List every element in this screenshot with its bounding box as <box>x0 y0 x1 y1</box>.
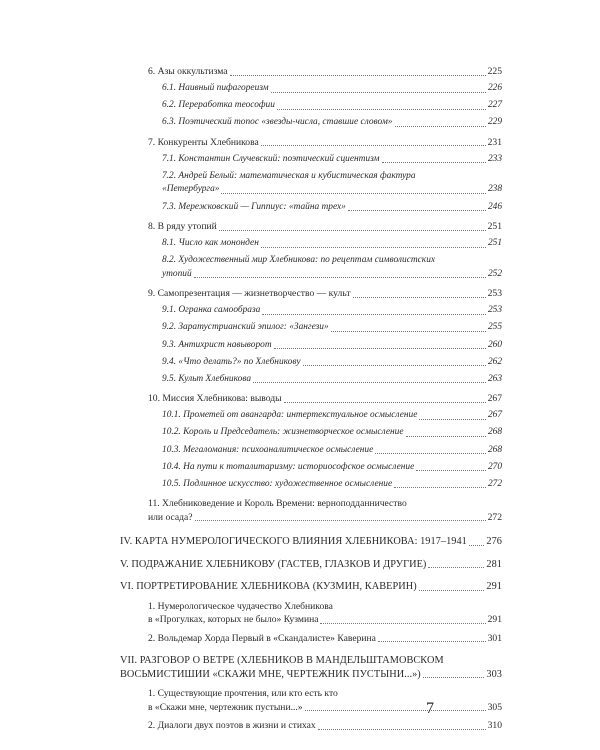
toc-entry-title: 6. Азы оккультизма <box>148 66 228 77</box>
toc-entry-title-line: 7.2. Андрей Белый: математическая и кубистическая фактура <box>162 170 416 181</box>
toc-entry-page: 310 <box>487 720 502 732</box>
toc-entry-title-line: 1. Существующие прочтения, или кто есть кто <box>148 688 338 700</box>
toc-entry-page: 272 <box>487 478 502 489</box>
toc-entry-page: 305 <box>487 701 502 713</box>
toc-entry <box>120 478 502 492</box>
toc-entry-page: 262 <box>487 356 502 367</box>
toc-entry-page: 301 <box>487 632 502 644</box>
dot-leader <box>221 193 485 194</box>
toc-entry-page: 267 <box>487 410 502 421</box>
toc-entry-title: 6.3. Поэтический топос «звезды-числа, ставшие словом» <box>162 117 393 128</box>
toc-entry-title: в «Прогулках, которых не было» Кузмина <box>148 614 319 626</box>
toc-entry <box>120 632 502 646</box>
toc-entry-page: 253 <box>487 288 502 300</box>
dot-leader <box>395 126 486 127</box>
dot-leader <box>230 75 486 76</box>
toc-entry <box>120 136 502 150</box>
toc-entry-page: 238 <box>487 184 502 195</box>
toc-entry-page: 255 <box>487 322 502 333</box>
dot-leader <box>274 348 486 349</box>
toc-entry-title: VI. ПОРТРЕТИРОВАНИЕ ХЛЕБНИКОВА (КУЗМИН, КАВЕРИН) <box>120 581 417 593</box>
toc-entry-page: 227 <box>487 100 502 111</box>
toc-entry-page: 276 <box>486 536 502 548</box>
toc-entry-page: 225 <box>487 66 502 77</box>
toc-entry-title: 10.3. Мегаломания: психоаналитическое осмысление <box>162 444 374 455</box>
toc-entry <box>120 254 502 281</box>
toc-entry <box>120 558 502 572</box>
toc-entry-title: 10.1. Прометей от авангарда: интертекстуальное осмысление <box>162 410 418 421</box>
toc-entry-title: V. ПОДРАЖАНИЕ ХЛЕБНИКОВУ (ГАСТЕВ, ГЛАЗКОВ И ДРУГИЕ) <box>120 558 427 570</box>
toc-entry <box>120 373 502 387</box>
toc-entry-title: IV. КАРТА НУМЕРОЛОГИЧЕСКОГО ВЛИЯНИЯ ХЛЕБНИКОВА: 1917–1941 <box>120 536 467 548</box>
toc-entry <box>120 444 502 458</box>
dot-leader <box>348 210 486 211</box>
dot-leader <box>419 419 486 420</box>
dot-leader <box>261 145 486 146</box>
toc-entry-page: 263 <box>487 373 502 384</box>
toc-entry-title: 9. Самопрезентация — жизнетворчество — культ <box>148 288 351 300</box>
toc-entry-title: «Петербурга» <box>162 184 220 195</box>
dot-leader <box>318 729 486 730</box>
dot-leader <box>320 623 485 624</box>
toc-entry-page: 267 <box>487 393 502 405</box>
toc-entry <box>120 461 502 475</box>
toc-entry-page: 246 <box>487 201 502 212</box>
toc-entry <box>120 65 502 79</box>
toc-entry <box>120 116 502 130</box>
toc-entry-page: 268 <box>487 444 502 455</box>
toc-entry-page: 303 <box>486 668 502 680</box>
toc-entry-page: 229 <box>487 117 502 128</box>
toc-entry-title-line: 1. Нумерологическое чудачество Хлебникова <box>148 600 333 612</box>
toc-entry-page: 260 <box>487 339 502 350</box>
toc-entry-title-line: VII. РАЗГОВОР О ВЕТРЕ (ХЛЕБНИКОВ В МАНДЕЛЬШТАМОВСКОМ <box>120 655 444 667</box>
toc-entry <box>120 220 502 234</box>
toc-entry-title-line: 8.2. Художественный мир Хлебникова: по рецептам символистских <box>162 255 436 266</box>
toc-entry <box>120 304 502 318</box>
toc-entry-title: 2. Вольдемар Хорда Первый в «Скандалисте» Каверина <box>148 632 376 644</box>
dot-leader <box>277 109 486 110</box>
toc-entry <box>120 237 502 251</box>
toc-entry <box>120 687 502 714</box>
toc-entry-title: 7. Конкуренты Хлебникова <box>148 136 259 148</box>
toc-entry-page: 268 <box>487 427 502 438</box>
toc-entry-page: 251 <box>487 238 502 249</box>
toc-entry-title: 8.1. Число как мононден <box>162 238 259 249</box>
toc-entry-title: 7.1. Константин Случевский: поэтический сциентизм <box>162 153 380 164</box>
toc-entry <box>120 201 502 215</box>
dot-leader <box>406 436 486 437</box>
toc-entry-title: 10.4. На пути к тоталитаризму: историософское осмысление <box>162 461 415 472</box>
toc-entry-title: в «Скажи мне, чертежник пустыни...» <box>148 701 303 713</box>
dot-leader <box>419 590 485 591</box>
toc-entry-page: 291 <box>487 614 502 626</box>
toc-entry <box>120 497 502 524</box>
toc-entry <box>120 321 502 335</box>
toc-entry <box>120 580 502 594</box>
toc-entry <box>120 409 502 423</box>
dot-leader <box>375 453 486 454</box>
dot-leader <box>331 331 486 332</box>
toc-entry-title: 10.5. Подлинное искусство: художественное осмысление <box>162 478 393 489</box>
dot-leader <box>253 382 486 383</box>
toc-entry <box>120 356 502 370</box>
toc-entry-title: 9.2. Заратустрианский эпилог: «Зангези» <box>162 322 329 333</box>
dot-leader <box>284 402 486 403</box>
toc-entry <box>120 654 502 681</box>
toc-entry-title-line: 11. Хлебниковедение и Король Времени: верноподданничество <box>148 498 407 510</box>
toc-entry-title: ВОСЬМИСТИШИИ «СКАЖИ МНЕ, ЧЕРТЕЖНИК ПУСТЫНИ...») <box>120 668 421 680</box>
toc-entry <box>120 82 502 96</box>
toc-entry <box>120 287 502 301</box>
toc-entry-page: 281 <box>486 558 502 570</box>
dot-leader <box>416 470 486 471</box>
dot-leader <box>353 297 486 298</box>
toc-entry <box>120 392 502 406</box>
dot-leader <box>195 520 486 521</box>
toc-entry-page: 272 <box>487 511 502 523</box>
toc-entry-title: 2. Диалоги двух поэтов в жизни и стихах <box>148 720 316 732</box>
toc-entry-page: 252 <box>487 268 502 279</box>
toc-entry <box>120 426 502 440</box>
toc-entry-title: 9.3. Антихрист навыворот <box>162 339 272 350</box>
dot-leader <box>303 365 486 366</box>
toc-entry-title: 8. В ряду утопий <box>148 221 217 233</box>
toc-entry-title: 9.5. Культ Хлебникова <box>162 373 252 384</box>
toc-entry-page: 251 <box>487 221 502 233</box>
toc-entry-title: 6.1. Наивный пифагореизм <box>162 83 269 94</box>
dot-leader <box>378 641 486 642</box>
dot-leader <box>423 677 485 678</box>
toc-entry <box>120 600 502 627</box>
page-number: 7 <box>426 700 434 717</box>
dot-leader <box>382 162 486 163</box>
dot-leader <box>194 277 486 278</box>
toc-entry-title: утопий <box>162 268 192 279</box>
toc-entry-title: 10.2. Король и Председатель: жизнетворческое осмысление <box>162 427 404 438</box>
toc-entry-title: 10. Миссия Хлебникова: выводы <box>148 393 282 405</box>
toc-entry-title: 6.2. Переработка теософии <box>162 100 275 111</box>
dot-leader <box>428 567 484 568</box>
toc-entry <box>120 170 502 197</box>
dot-leader <box>219 230 486 231</box>
table-of-contents <box>120 65 502 733</box>
toc-entry-title: 7.3. Мережковский — Гиппиус: «тайна трех» <box>162 201 346 212</box>
toc-entry-page: 231 <box>487 136 502 148</box>
dot-leader <box>394 487 486 488</box>
toc-entry-title: 9.1. Огранка самообраза <box>162 305 261 316</box>
dot-leader <box>261 247 486 248</box>
dot-leader <box>305 710 486 711</box>
toc-entry-title: или осада? <box>148 511 193 523</box>
toc-entry-page: 270 <box>487 461 502 472</box>
toc-entry-title: 9.4. «Что делать?» по Хлебникову <box>162 356 301 367</box>
toc-entry-page: 226 <box>487 83 502 94</box>
toc-entry <box>120 339 502 353</box>
toc-entry-page: 253 <box>487 305 502 316</box>
dot-leader <box>262 314 486 315</box>
dot-leader <box>271 92 486 93</box>
toc-entry-page: 291 <box>486 581 502 593</box>
toc-entry <box>120 153 502 167</box>
toc-entry <box>120 99 502 113</box>
toc-entry <box>120 535 502 549</box>
dot-leader <box>469 545 485 546</box>
toc-entry <box>120 719 502 733</box>
toc-entry-page: 233 <box>487 153 502 164</box>
